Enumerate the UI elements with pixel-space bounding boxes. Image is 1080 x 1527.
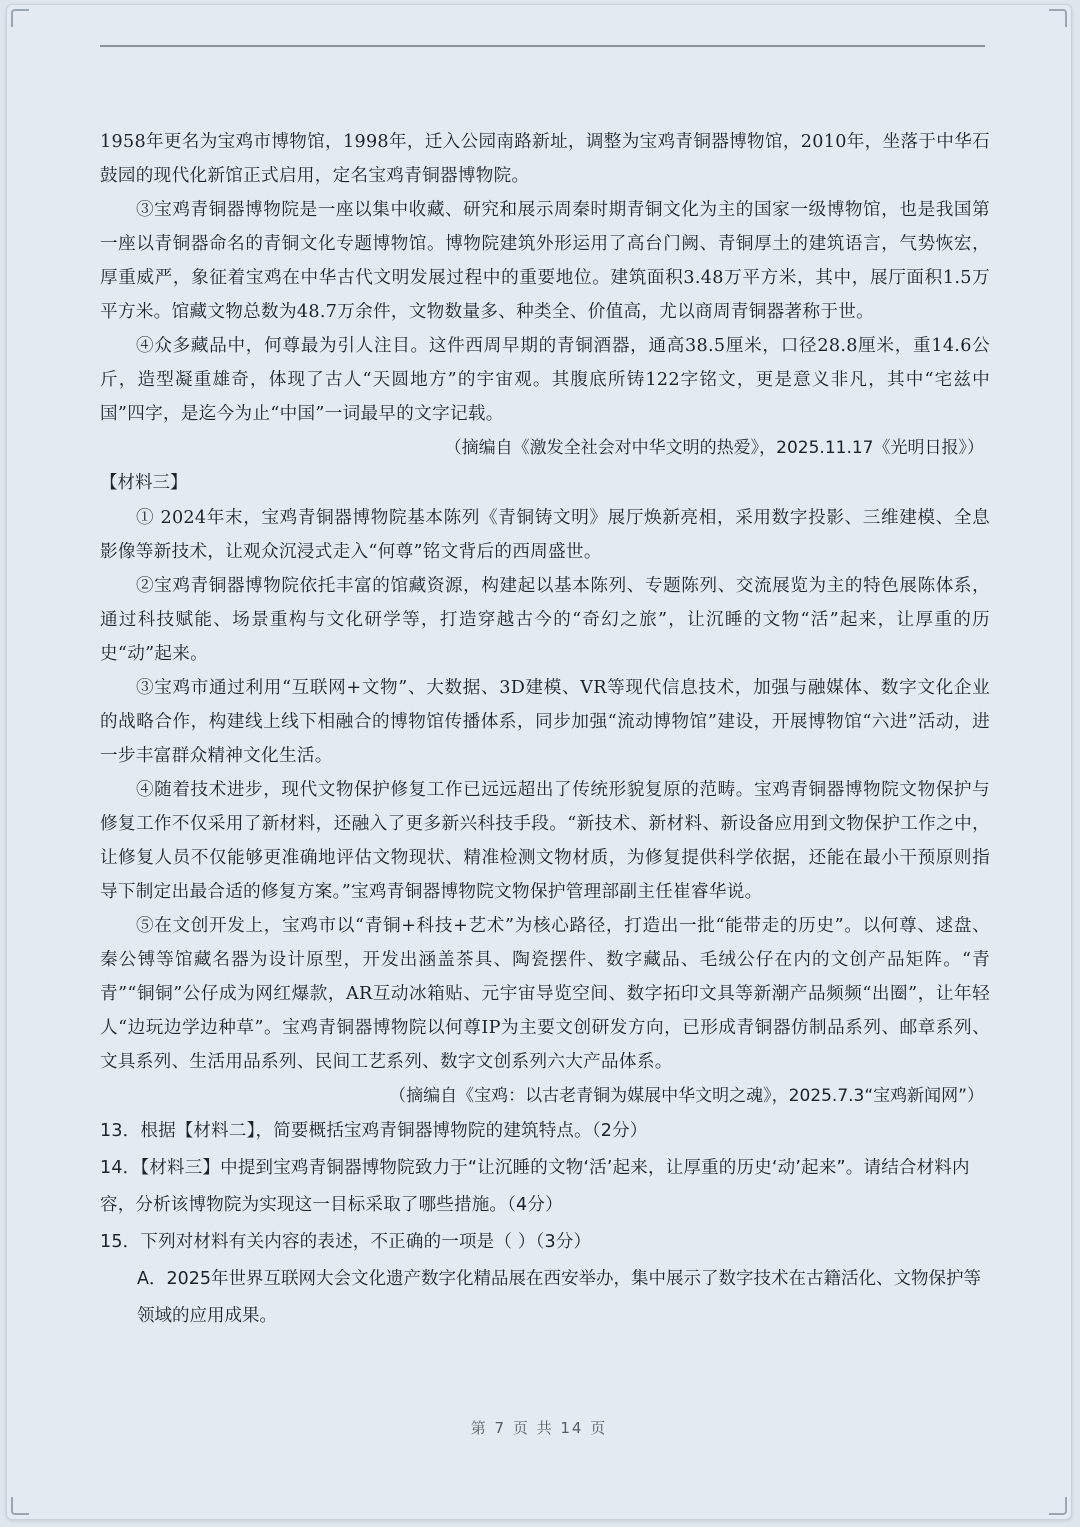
material3-paragraph-3: ③宝鸡市通过利用“互联网+文物”、大数据、3D建模、VR等现代信息技术，加强与融媒体、数字文化企业的战略合作，构建线上线下相融合的博物馆传播体系，同步加强“流动博物馆”建设，开展博物馆“六进”活动，进一步丰富群众精神文化生活。 bbox=[100, 678, 990, 766]
material3-paragraph-2: ②宝鸡青铜器博物院依托丰富的馆藏资源，构建起以基本陈列、专题陈列、交流展览为主的特色展陈体系，通过科技赋能、场景重构与文化研学等，打造穿越古今的“奇幻之旅”，让沉睡的文物“活”起来，让厚重的历史“动”起来。 bbox=[100, 576, 990, 664]
page-corner-mark bbox=[11, 1497, 29, 1515]
page-corner-mark bbox=[1049, 1497, 1067, 1515]
material2-paragraph-continuation: 1958年更名为宝鸡市博物馆，1998年，迁入公园南路新址，调整为宝鸡青铜器博物馆，2010年，坐落于中华石鼓园的现代化新馆正式启用，定名宝鸡青铜器博物院。 bbox=[100, 132, 990, 186]
material3-heading: 【材料三】 bbox=[100, 473, 188, 493]
material2-paragraph-4: ④众多藏品中，何尊最为引人注目。这件西周早期的青铜酒器，通高38.5厘米，口径28.8厘米，重14.6公斤，造型凝重雄奇，体现了古人“天圆地方”的宇宙观。其腹底所铸122字铭文，更是意义非凡，其中“宅兹中国”四字，是迄今为止“中国”一词最早的文字记载。 bbox=[100, 336, 990, 424]
material3-source: （摘编自《宝鸡：以古老青铜为媒展中华文明之魂》，2025.7.3“宝鸡新闻网”） bbox=[389, 1086, 984, 1106]
material3-paragraph-5: ⑤在文创开发上，宝鸡市以“青铜+科技+艺术”为核心路径，打造出一批“能带走的历史”。以何尊、逑盘、秦公镈等馆藏名器为设计原型，开发出涵盖茶具、陶瓷摆件、数字藏品、毛绒公仔在内的文创产品矩阵。“青青”“铜铜”公仔成为网红爆款，AR互动冰箱贴、元宇宙导览空间、数字拓印文具等新潮产品频频“出圈”，让年轻人“边玩边学边种草”。宝鸡青铜器博物院以何尊IP为主要文创研发方向，已形成青铜器仿制品系列、邮章系列、文具系列、生活用品系列、民间工艺系列、数字文创系列六大产品体系。 bbox=[100, 916, 990, 1072]
page-corner-mark bbox=[11, 9, 29, 27]
material3-paragraph-1: ① 2024年末，宝鸡青铜器博物院基本陈列《青铜铸文明》展厅焕新亮相，采用数字投影、三维建模、全息影像等新技术，让观众沉浸式走入“何尊”铭文背后的西周盛世。 bbox=[100, 508, 990, 562]
question-13: 13．根据【材料二】，简要概括宝鸡青铜器博物院的建筑特点。（2分） bbox=[100, 1121, 648, 1141]
page-number: 第 7 页 共 14 页 bbox=[470, 1419, 608, 1437]
material2-paragraph-3: ③宝鸡青铜器博物院是一座以集中收藏、研究和展示周秦时期青铜文化为主的国家一级博物馆，也是我国第一座以青铜器命名的青铜文化专题博物馆。博物院建筑外形运用了高台门阙、青铜厚土的建筑语言，气势恢宏，厚重威严，象征着宝鸡在中华古代文明发展过程中的重要地位。建筑面积3.48万平方米，其中，展厅面积1.5万平方米。馆藏文物总数为48.7万余件，文物数量多、种类全、价值高，尤以商周青铜器著称于世。 bbox=[100, 200, 990, 322]
material3-paragraph-4: ④随着技术进步，现代文物保护修复工作已远远超出了传统形貌复原的范畴。宝鸡青铜器博物院文物保护与修复工作不仅采用了新材料，还融入了更多新兴科技手段。“新技术、新材料、新设备应用到文物保护工作之中，让修复人员不仅能够更准确地评估文物现状、精准检测文物材质，为修复提供科学依据，还能在最小干预原则指导下制定出最合适的修复方案。”宝鸡青铜器博物院文物保护管理部副主任崔睿华说。 bbox=[100, 780, 990, 902]
question-15-option-a: A．2025年世界互联网大会文化遗产数字化精品展在西安举办，集中展示了数字技术在古籍活化、文物保护等领域的应用成果。 bbox=[137, 1269, 982, 1326]
question-14: 14．【材料三】中提到宝鸡青铜器博物院致力于“让沉睡的文物‘活’起来，让厚重的历史‘动’起来”。请结合材料内容，分析该博物院为实现这一目标采取了哪些措施。（4分） bbox=[100, 1158, 970, 1215]
header-rule bbox=[100, 45, 985, 47]
page-content bbox=[100, 125, 990, 1335]
material2-source: （摘编自《激发全社会对中华文明的热爱》，2025.11.17《光明日报》） bbox=[444, 438, 984, 458]
page-corner-mark bbox=[1049, 9, 1067, 27]
document-page bbox=[6, 4, 1072, 1520]
question-15: 15．下列对材料有关内容的表述，不正确的一项是（ ）（3分） bbox=[100, 1232, 592, 1252]
